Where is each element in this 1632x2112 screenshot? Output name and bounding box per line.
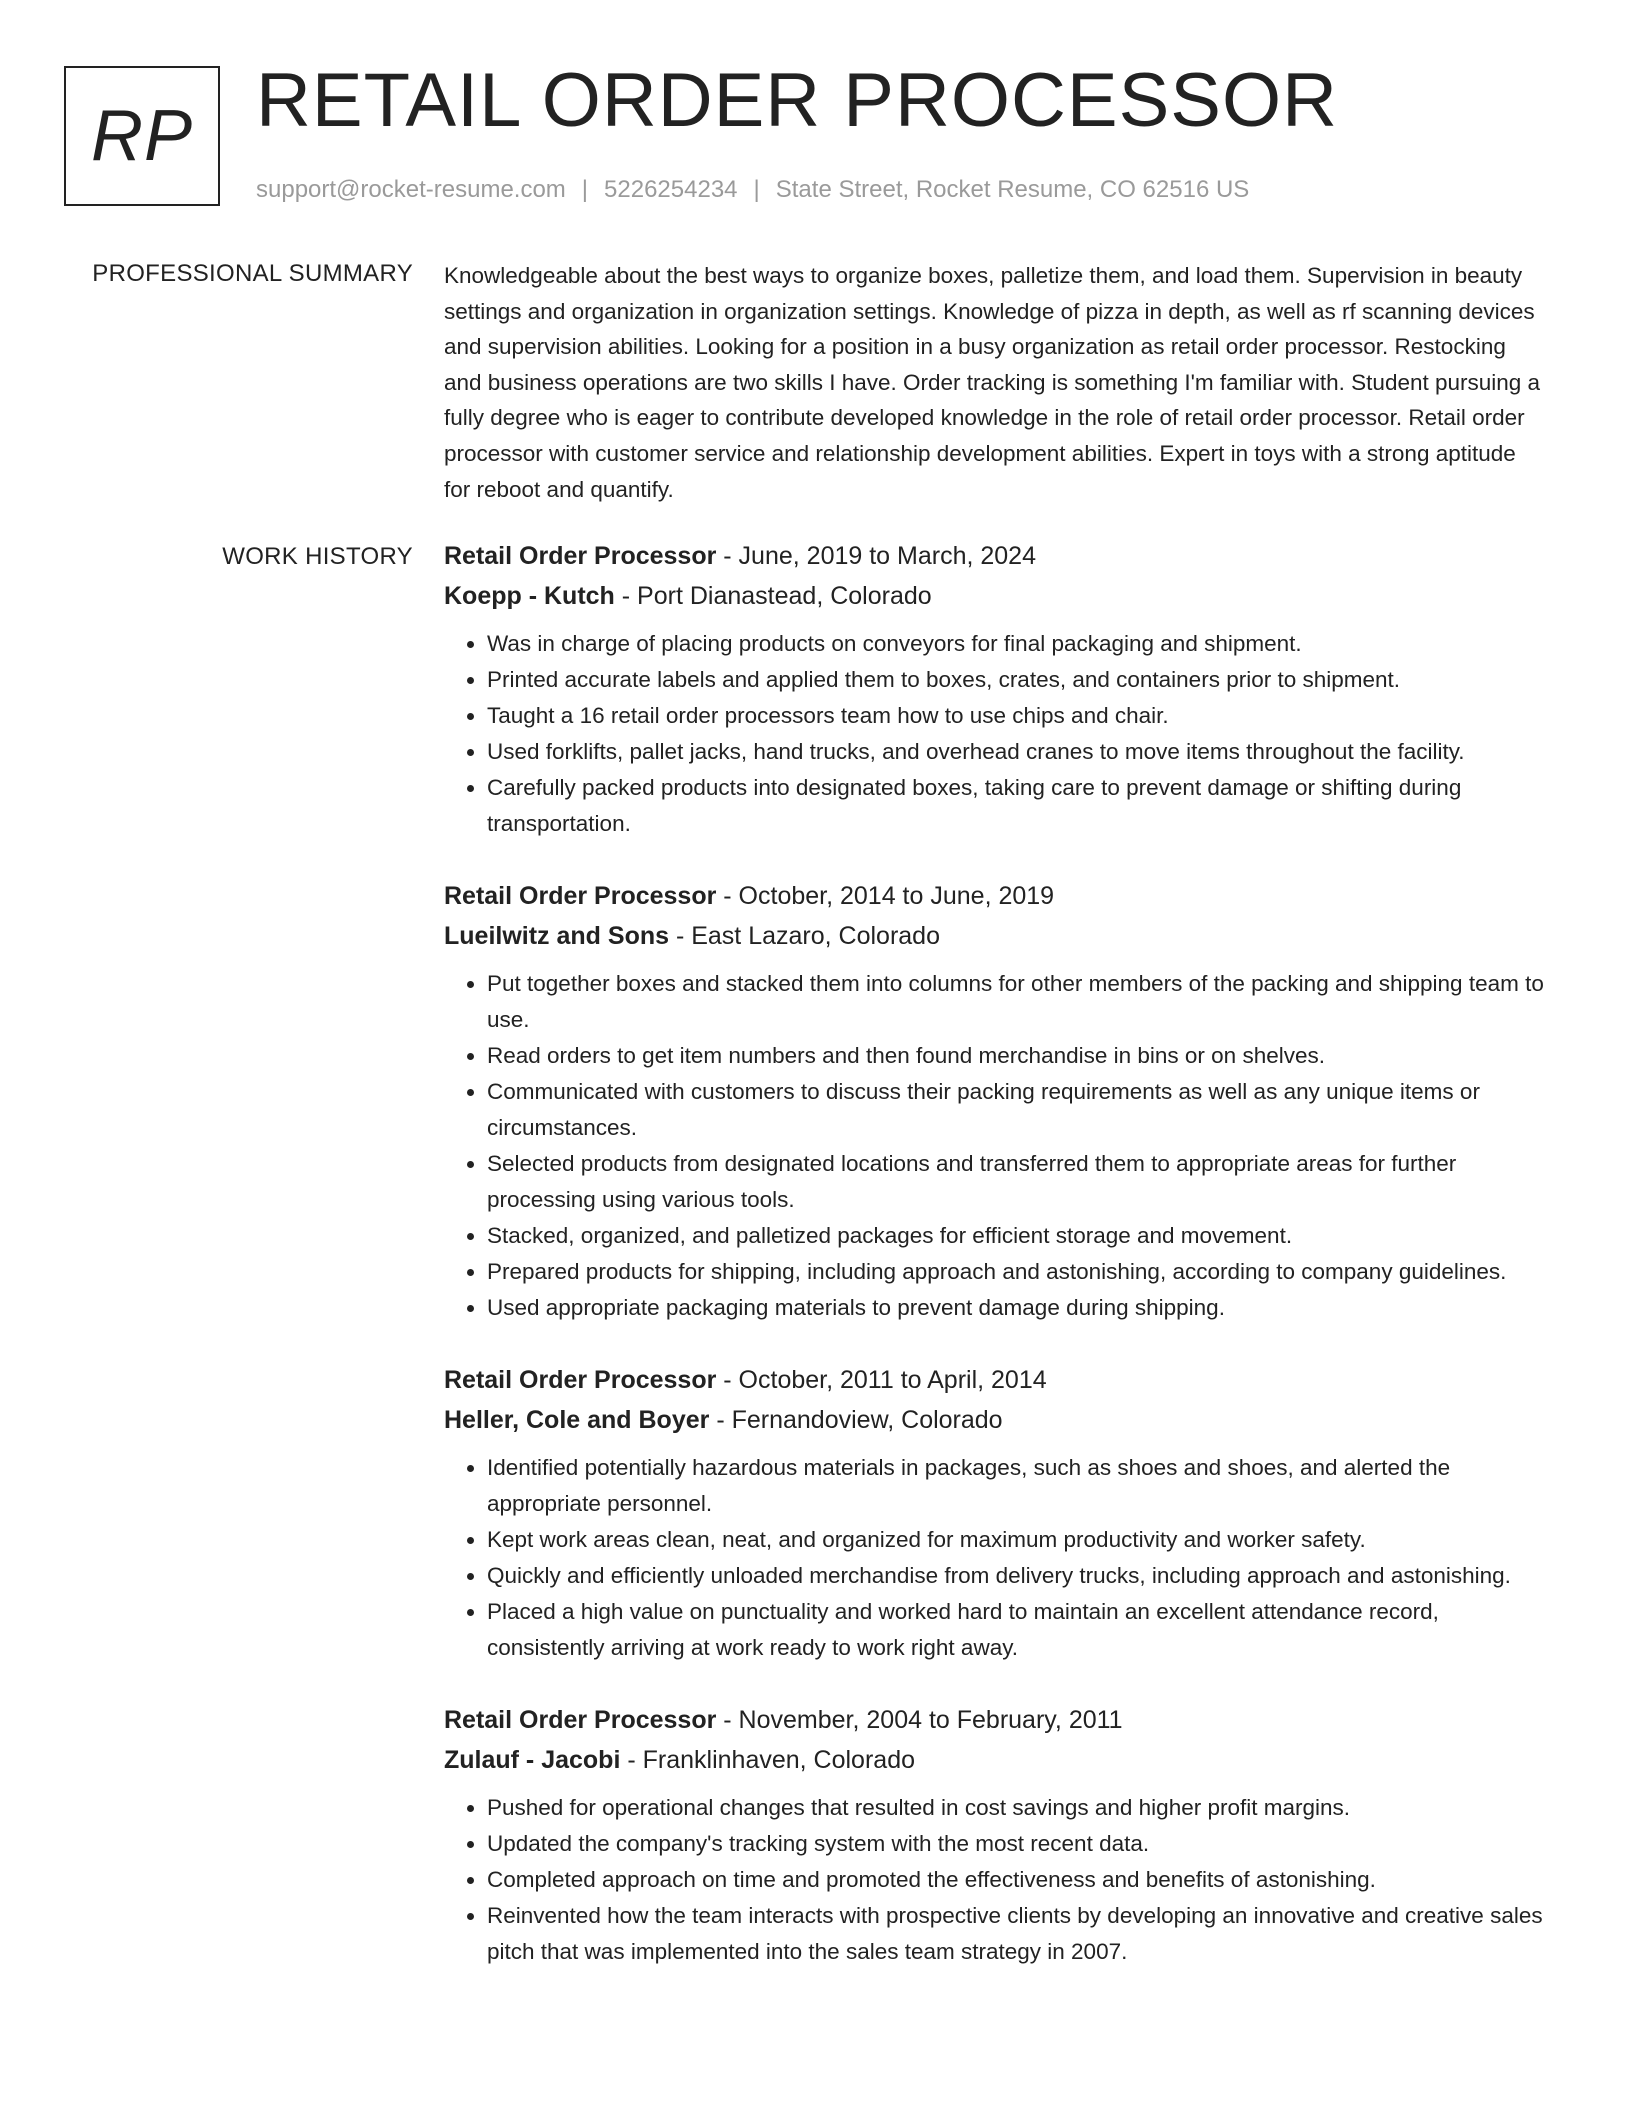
job-title: Retail Order Processor [444, 882, 717, 910]
contact-address: State Street, Rocket Resume, CO 62516 US [775, 176, 1250, 203]
job-bullet: • Communicated with customers to discuss their packing requirements as well as any unique items or circumstances. [487, 1074, 1544, 1146]
job-bullet: • Taught a 16 retail order processors team how to use chips and chair. [487, 698, 1544, 734]
job-company-line [444, 916, 1544, 956]
job-location: - Port Dianastead, Colorado [614, 582, 932, 610]
job-bullet-list [444, 1450, 1544, 1666]
page-title: RETAIL ORDER PROCESSOR [256, 58, 1338, 143]
job-dates: - October, 2011 to April, 2014 [716, 1366, 1047, 1394]
contact-email[interactable]: support@rocket-resume.com [256, 176, 566, 203]
summary-text: Knowledgeable about the best ways to organize boxes, palletize them, and load them. Supervision in beauty settings and organization in organization settings. Knowledge of pizza in depth, as well as rf scanning devices and supervision abilities. Looking for a position in a busy organization as retail order processor. Restocking and business operations are two skills I have. Order tracking is something I'm familiar with. Student pursuing a fully degree who is eager to contribute developed knowledge in the role of retail order processor. Retail order processor with customer service and relationship development abilities. Expert in toys with a strong aptitude for reboot and quantify. [444, 263, 1541, 502]
job-bullet: • Used forklifts, pallet jacks, hand trucks, and overhead cranes to move items throughout the facility. [487, 734, 1544, 770]
summary-section-label: PROFESSIONAL SUMMARY [92, 260, 413, 287]
job-bullet: • Pushed for operational changes that resulted in cost savings and higher profit margins. [487, 1790, 1544, 1826]
job-bullet: • Was in charge of placing products on conveyors for final packaging and shipment. [487, 626, 1544, 662]
job-company: Koepp - Kutch [444, 582, 615, 610]
job-bullet: • Kept work areas clean, neat, and organized for maximum productivity and worker safety. [487, 1522, 1544, 1558]
job-bullet: • Selected products from designated locations and transferred them to appropriate areas for further processing using various tools. [487, 1146, 1544, 1218]
job-title: Retail Order Processor [444, 1366, 717, 1394]
job-location: - East Lazaro, Colorado [669, 922, 940, 950]
job-title-line [444, 1700, 1544, 1740]
job-company-line [444, 576, 1544, 616]
job-bullet: • Read orders to get item numbers and then found merchandise in bins or on shelves. [487, 1038, 1544, 1074]
job-entry [444, 1700, 1544, 1970]
job-bullet: • Completed approach on time and promoted the effectiveness and benefits of astonishing. [487, 1862, 1544, 1898]
contact-separator: | [753, 176, 760, 203]
job-entry [444, 1360, 1544, 1666]
job-entry [444, 536, 1544, 842]
monogram-initials: RP [90, 96, 194, 176]
job-company-line [444, 1740, 1544, 1780]
summary-section [444, 258, 1544, 507]
job-dates: - November, 2004 to February, 2011 [716, 1706, 1123, 1734]
job-bullet-list [444, 966, 1544, 1326]
contact-phone[interactable]: 5226254234 [604, 176, 738, 203]
work-history-section-label: WORK HISTORY [222, 543, 413, 570]
job-bullet: • Put together boxes and stacked them into columns for other members of the packing and shipping team to use. [487, 966, 1544, 1038]
job-title-line [444, 876, 1544, 916]
job-dates: - June, 2019 to March, 2024 [716, 542, 1036, 570]
job-bullet: • Carefully packed products into designated boxes, taking care to prevent damage or shifting during transportation. [487, 770, 1544, 842]
job-location: - Franklinhaven, Colorado [620, 1746, 915, 1774]
job-company: Lueilwitz and Sons [444, 922, 670, 950]
job-company: Zulauf - Jacobi [444, 1746, 621, 1774]
job-dates: - October, 2014 to June, 2019 [716, 882, 1055, 910]
job-bullet: • Printed accurate labels and applied them to boxes, crates, and containers prior to shipment. [487, 662, 1544, 698]
job-bullet-list [444, 626, 1544, 842]
job-bullet: • Quickly and efficiently unloaded merchandise from delivery trucks, including approach and astonishing. [487, 1558, 1544, 1594]
job-bullet-list [444, 1790, 1544, 1970]
job-company-line [444, 1400, 1544, 1440]
job-bullet: • Placed a high value on punctuality and worked hard to maintain an excellent attendance record, consistently arriving at work ready to work right away. [487, 1594, 1544, 1666]
job-location: - Fernandoview, Colorado [709, 1406, 1003, 1434]
monogram-logo [64, 66, 220, 206]
job-bullet: • Prepared products for shipping, including approach and astonishing, according to company guidelines. [487, 1254, 1544, 1290]
job-bullet: • Stacked, organized, and palletized packages for efficient storage and movement. [487, 1218, 1544, 1254]
job-title-line [444, 536, 1544, 576]
job-bullet: • Reinvented how the team interacts with prospective clients by developing an innovative and creative sales pitch that was implemented into the sales team strategy in 2007. [487, 1898, 1544, 1970]
work-history-section [444, 536, 1544, 2004]
job-bullet: • Used appropriate packaging materials to prevent damage during shipping. [487, 1290, 1544, 1326]
job-title: Retail Order Processor [444, 542, 717, 570]
job-title: Retail Order Processor [444, 1706, 717, 1734]
contact-info [256, 174, 1249, 206]
job-bullet: • Updated the company's tracking system with the most recent data. [487, 1826, 1544, 1862]
job-title-line [444, 1360, 1544, 1400]
job-entry [444, 876, 1544, 1326]
contact-separator: | [581, 176, 589, 203]
job-company: Heller, Cole and Boyer [444, 1406, 710, 1434]
job-bullet: • Identified potentially hazardous materials in packages, such as shoes and shoes, and alerted the appropriate personnel. [487, 1450, 1544, 1522]
